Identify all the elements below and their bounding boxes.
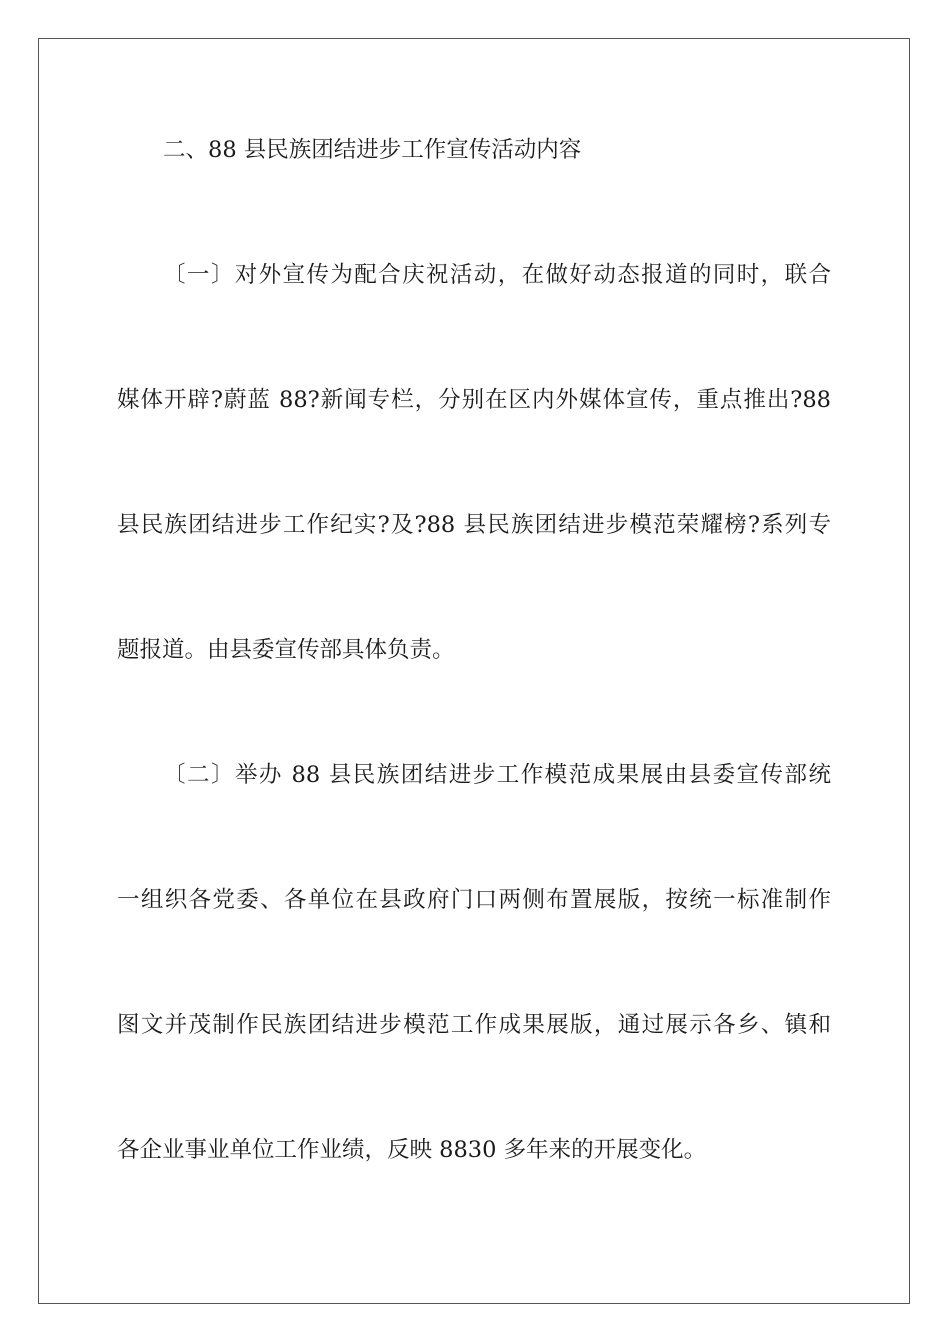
page-border bbox=[38, 38, 910, 1304]
paragraph-1-line-3: 县民族团结进步工作纪实?及?88 县民族团结进步模范荣耀榜?系列专 bbox=[117, 512, 831, 538]
paragraph-2-line-3: 图文并茂制作民族团结进步模范工作成果展版，通过展示各乡、镇和 bbox=[117, 1012, 831, 1038]
paragraph-2-line-1: 〔二〕举办 88 县民族团结进步工作模范成果展由县委宣传部统 bbox=[163, 762, 831, 788]
paragraph-1-line-4: 题报道。由县委宣传部具体负责。 bbox=[117, 637, 455, 663]
paragraph-1-line-1: 〔一〕对外宣传为配合庆祝活动，在做好动态报道的同时，联合 bbox=[163, 262, 831, 288]
paragraph-1-line-2: 媒体开辟?蔚蓝 88?新闻专栏，分别在区内外媒体宣传，重点推出?88 bbox=[117, 387, 831, 413]
paragraph-2-line-2: 一组织各党委、各单位在县政府门口两侧布置展版，按统一标准制作 bbox=[117, 887, 831, 913]
section-heading: 二、88 县民族团结进步工作宣传活动内容 bbox=[163, 137, 582, 163]
paragraph-2-line-4: 各企业事业单位工作业绩，反映 8830 多年来的开展变化。 bbox=[117, 1137, 707, 1163]
